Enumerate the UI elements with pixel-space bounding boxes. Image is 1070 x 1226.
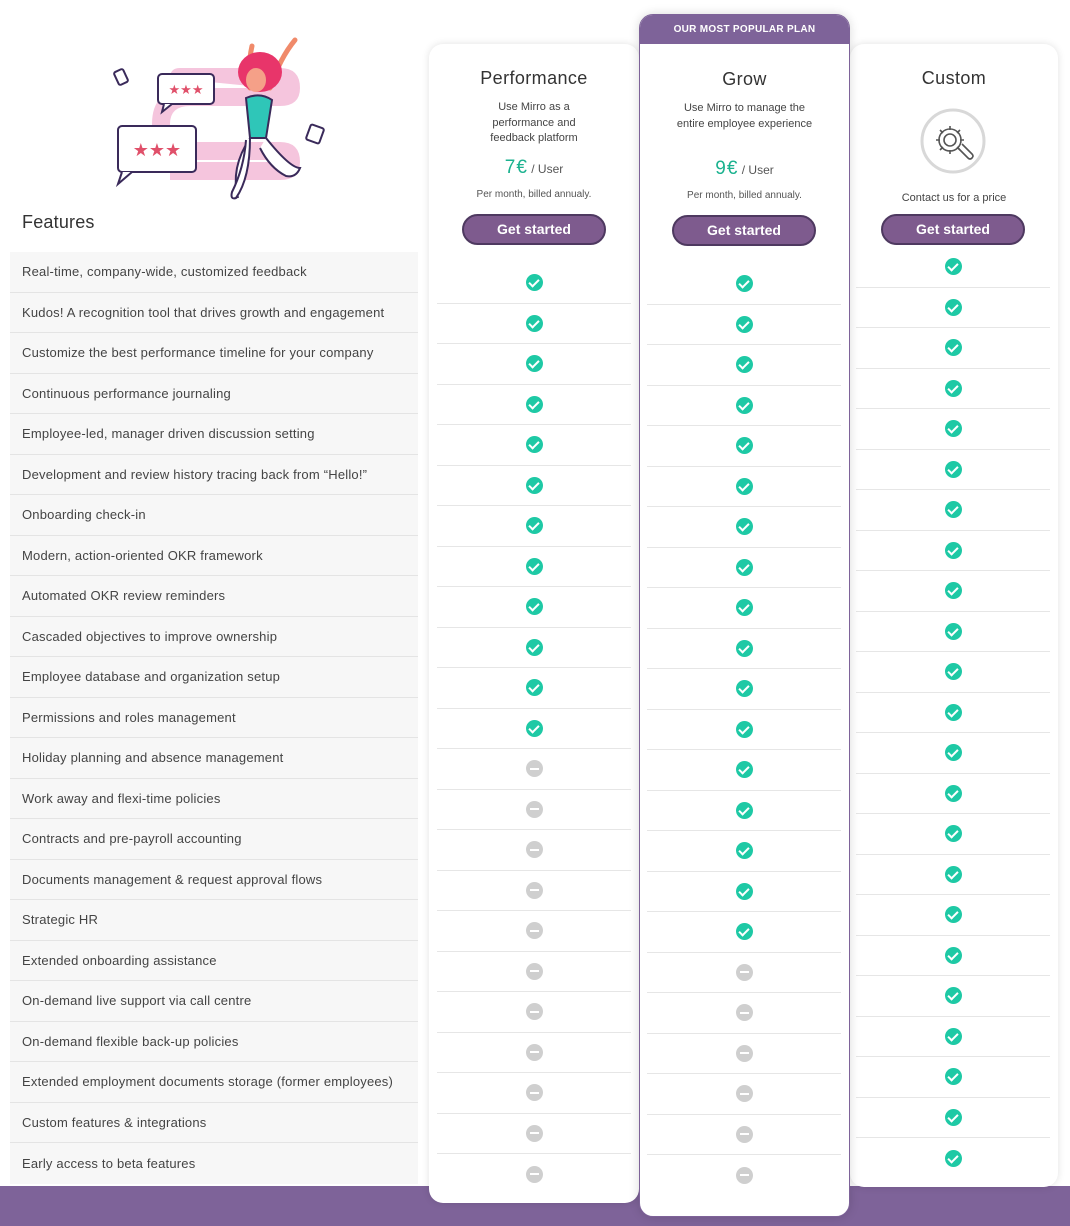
check-icon	[736, 761, 753, 778]
check-icon	[945, 744, 962, 761]
check-icon	[736, 478, 753, 495]
feature-row: Employee database and organization setup	[10, 657, 418, 698]
minus-icon	[526, 1084, 543, 1101]
minus-icon	[736, 1126, 753, 1143]
minus-icon	[526, 1003, 543, 1020]
plan-card-custom	[850, 44, 1058, 1187]
plan-card-grow	[639, 14, 850, 1217]
feature-row: Work away and flexi-time policies	[10, 779, 418, 820]
feature-mark-row	[647, 507, 841, 548]
feature-row: Extended onboarding assistance	[10, 941, 418, 982]
feature-mark-row	[856, 612, 1050, 653]
plan-description: Use Mirro to manage the entire employee experience	[676, 102, 813, 130]
check-icon	[736, 437, 753, 454]
feature-mark-row	[647, 467, 841, 508]
feature-row: Documents management & request approval flows	[10, 860, 418, 901]
feature-mark-row	[437, 344, 631, 385]
check-icon	[736, 721, 753, 738]
rating-bubble-top-icon	[158, 74, 214, 112]
feature-mark-row	[647, 548, 841, 589]
feature-mark-row	[437, 749, 631, 790]
feature-row: Real-time, company-wide, customized feedback	[10, 252, 418, 293]
feature-row: On-demand live support via call centre	[10, 981, 418, 1022]
check-icon	[526, 436, 543, 453]
features-heading: Features	[22, 212, 95, 232]
feature-mark-row	[437, 1033, 631, 1074]
minus-icon	[736, 1045, 753, 1062]
check-icon	[945, 1150, 962, 1167]
minus-icon	[526, 841, 543, 858]
feature-mark-row	[437, 1154, 631, 1195]
check-icon	[945, 339, 962, 356]
check-icon	[736, 923, 753, 940]
check-icon	[526, 274, 543, 291]
feature-mark-row	[856, 1138, 1050, 1179]
feature-row: Development and review history tracing back from “Hello!”	[10, 455, 418, 496]
feature-mark-row	[437, 871, 631, 912]
price-unit: / User	[741, 163, 774, 177]
feature-row: Continuous performance journaling	[10, 374, 418, 415]
popular-plan-badge: OUR MOST POPULAR PLAN	[640, 15, 849, 44]
feature-mark-row	[856, 369, 1050, 410]
check-icon	[945, 987, 962, 1004]
feature-mark-row	[647, 872, 841, 913]
feature-row: Strategic HR	[10, 900, 418, 941]
check-icon	[945, 623, 962, 640]
feature-mark-row	[856, 976, 1050, 1017]
feature-row: Cascaded objectives to improve ownership	[10, 617, 418, 658]
custom-feature-marks	[856, 247, 1050, 1179]
feature-mark-row	[856, 531, 1050, 572]
feature-row: Custom features & integrations	[10, 1103, 418, 1144]
feature-mark-row	[437, 263, 631, 304]
feature-mark-row	[647, 1034, 841, 1075]
check-icon	[736, 397, 753, 414]
feature-mark-row	[856, 288, 1050, 329]
price-unit: / User	[531, 162, 564, 176]
check-icon	[945, 906, 962, 923]
celebrating-woman-illustration	[100, 28, 340, 206]
feature-mark-row	[647, 710, 841, 751]
price-amount: 7€	[504, 157, 528, 178]
feature-row: Extended employment documents storage (former employees)	[10, 1062, 418, 1103]
check-icon	[736, 640, 753, 657]
check-icon	[945, 1068, 962, 1085]
check-icon	[945, 663, 962, 680]
check-icon	[526, 396, 543, 413]
feature-mark-row	[437, 790, 631, 831]
feature-mark-row	[437, 628, 631, 669]
plan-name: Grow	[722, 69, 767, 89]
feature-row: Kudos! A recognition tool that drives growth and engagement	[10, 293, 418, 334]
svg-text:★★★: ★★★	[168, 82, 204, 97]
feature-mark-row	[647, 629, 841, 670]
features-list	[10, 252, 418, 1184]
feature-mark-row	[437, 1073, 631, 1114]
check-icon	[526, 558, 543, 575]
check-icon	[945, 258, 962, 275]
feature-mark-row	[437, 304, 631, 345]
feature-mark-row	[437, 425, 631, 466]
feature-mark-row	[437, 668, 631, 709]
check-icon	[526, 639, 543, 656]
check-icon	[526, 517, 543, 534]
check-icon	[526, 598, 543, 615]
feature-mark-row	[647, 1074, 841, 1115]
feature-mark-row	[856, 328, 1050, 369]
check-icon	[736, 680, 753, 697]
check-icon	[736, 599, 753, 616]
feature-row: Holiday planning and absence management	[10, 738, 418, 779]
feature-row: Customize the best performance timeline for your company	[10, 333, 418, 374]
check-icon	[736, 883, 753, 900]
get-started-button-performance[interactable]: Get started	[462, 214, 606, 245]
minus-icon	[526, 1125, 543, 1142]
check-icon	[945, 420, 962, 437]
feature-mark-row	[856, 895, 1050, 936]
feature-mark-row	[437, 952, 631, 993]
feature-mark-row	[856, 571, 1050, 612]
price-amount: 9€	[715, 158, 739, 179]
contact-price-note: Contact us for a price	[901, 192, 1007, 204]
feature-mark-row	[437, 466, 631, 507]
feature-mark-row	[856, 936, 1050, 977]
feature-mark-row	[856, 490, 1050, 531]
plan-description: Use Mirro as a performance and feedback platform	[490, 101, 578, 144]
minus-icon	[526, 922, 543, 939]
feature-mark-row	[856, 247, 1050, 288]
feature-mark-row	[647, 426, 841, 467]
minus-icon	[526, 963, 543, 980]
check-icon	[736, 842, 753, 859]
feature-row: On-demand flexible back-up policies	[10, 1022, 418, 1063]
performance-feature-marks	[437, 263, 631, 1195]
plan-price	[429, 157, 639, 179]
check-icon	[945, 1028, 962, 1045]
feature-mark-row	[437, 1114, 631, 1155]
minus-icon	[736, 1085, 753, 1102]
feature-row: Early access to beta features	[22, 1155, 196, 1171]
feature-mark-row	[437, 911, 631, 952]
feature-mark-row	[647, 345, 841, 386]
check-icon	[526, 355, 543, 372]
check-icon	[736, 802, 753, 819]
check-icon	[526, 720, 543, 737]
feature-mark-row	[647, 953, 841, 994]
minus-icon	[736, 1004, 753, 1021]
get-started-button-custom[interactable]: Get started	[881, 214, 1025, 245]
feature-mark-row	[647, 1115, 841, 1156]
feature-row: Automated OKR review reminders	[10, 576, 418, 617]
plan-name: Custom	[921, 68, 987, 88]
feature-mark-row	[856, 693, 1050, 734]
check-icon	[736, 316, 753, 333]
check-icon	[526, 315, 543, 332]
check-icon	[945, 582, 962, 599]
plan-card-performance	[429, 44, 639, 1203]
minus-icon	[526, 760, 543, 777]
feature-mark-row	[856, 450, 1050, 491]
check-icon	[945, 825, 962, 842]
minus-icon	[526, 882, 543, 899]
feature-mark-row	[437, 385, 631, 426]
check-icon	[945, 1109, 962, 1126]
plan-name: Performance	[480, 68, 588, 88]
check-icon	[945, 542, 962, 559]
feature-mark-row	[647, 831, 841, 872]
feature-mark-row	[647, 305, 841, 346]
feature-mark-row	[856, 1098, 1050, 1139]
feature-mark-row	[856, 814, 1050, 855]
billing-note: Per month, billed annualy.	[687, 190, 802, 201]
check-icon	[736, 518, 753, 535]
feature-mark-row	[856, 1057, 1050, 1098]
feature-mark-row	[647, 791, 841, 832]
feature-mark-row	[856, 409, 1050, 450]
check-icon	[945, 501, 962, 518]
check-icon	[526, 679, 543, 696]
feature-mark-row	[647, 912, 841, 953]
feature-row: Onboarding check-in	[10, 495, 418, 536]
feature-mark-row	[437, 506, 631, 547]
feature-mark-row	[856, 1017, 1050, 1058]
plan-price	[640, 158, 849, 180]
feature-mark-row	[647, 669, 841, 710]
minus-icon	[526, 1166, 543, 1183]
feature-mark-row	[437, 587, 631, 628]
check-icon	[736, 356, 753, 373]
check-icon	[945, 704, 962, 721]
check-icon	[945, 299, 962, 316]
feature-mark-row	[647, 750, 841, 791]
check-icon	[945, 461, 962, 478]
feature-mark-row	[856, 774, 1050, 815]
grow-feature-marks	[647, 264, 841, 1196]
minus-icon	[526, 1044, 543, 1061]
check-icon	[945, 380, 962, 397]
svg-text:★★★: ★★★	[132, 140, 182, 160]
feature-row: Modern, action-oriented OKR framework	[10, 536, 418, 577]
feature-mark-row	[856, 652, 1050, 693]
check-icon	[945, 866, 962, 883]
feature-mark-row	[437, 830, 631, 871]
check-icon	[526, 477, 543, 494]
feature-mark-row	[647, 588, 841, 629]
get-started-button-grow[interactable]: Get started	[672, 215, 816, 246]
check-icon	[945, 785, 962, 802]
check-icon	[736, 559, 753, 576]
minus-icon	[736, 964, 753, 981]
feature-row: Contracts and pre-payroll accounting	[10, 819, 418, 860]
feature-mark-row	[647, 264, 841, 305]
feature-mark-row	[437, 709, 631, 750]
feature-mark-row	[647, 993, 841, 1034]
billing-note: Per month, billed annualy.	[476, 189, 592, 200]
feature-mark-row	[647, 386, 841, 427]
feature-row: Permissions and roles management	[10, 698, 418, 739]
feature-mark-row	[856, 855, 1050, 896]
minus-icon	[736, 1167, 753, 1184]
feature-mark-row	[856, 733, 1050, 774]
feature-row: Employee-led, manager driven discussion setting	[10, 414, 418, 455]
feature-mark-row	[437, 547, 631, 588]
minus-icon	[526, 801, 543, 818]
check-icon	[945, 947, 962, 964]
gear-wrench-icon	[920, 108, 986, 174]
feature-mark-row	[647, 1155, 841, 1196]
check-icon	[736, 275, 753, 292]
feature-mark-row	[437, 992, 631, 1033]
